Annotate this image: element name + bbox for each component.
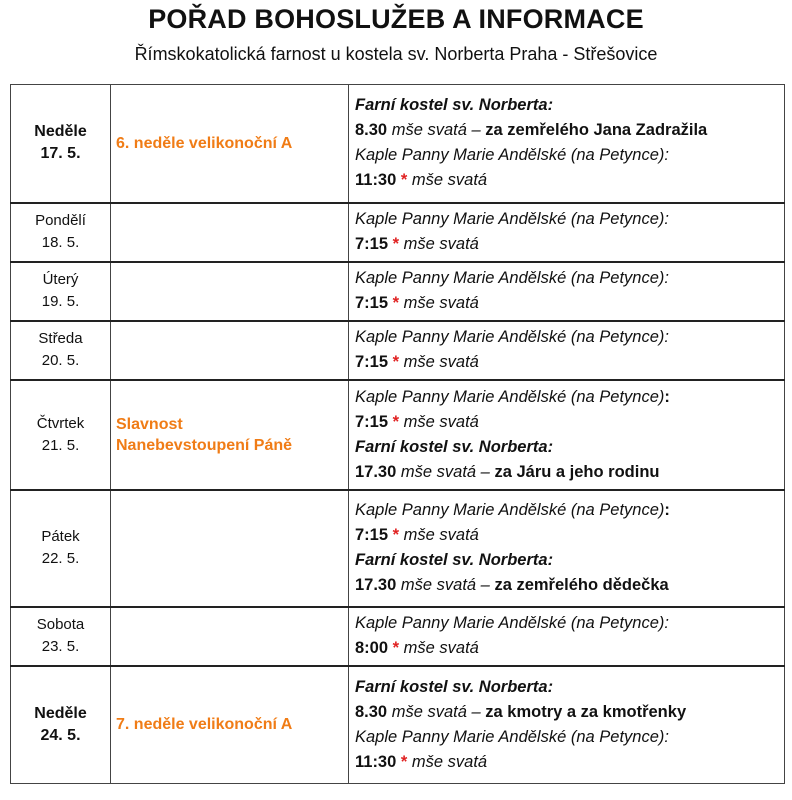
day-date: 18. 5. bbox=[41, 234, 80, 251]
mass-time: 7:15 bbox=[355, 294, 389, 312]
star-marker: * bbox=[392, 294, 400, 312]
day-date: 22. 5. bbox=[41, 550, 80, 567]
day-name: Čtvrtek bbox=[36, 414, 85, 432]
table-row bbox=[11, 380, 785, 490]
star-marker: * bbox=[400, 752, 408, 771]
mass-time: 8.30 bbox=[355, 702, 388, 721]
colon: : bbox=[664, 387, 670, 406]
mass-label: mše svatá bbox=[403, 639, 479, 657]
occasion-text: Nanebevstoupení Páně bbox=[116, 436, 293, 454]
service-cell bbox=[349, 203, 785, 262]
day-name: Pondělí bbox=[35, 212, 86, 229]
mass-intention: za zemřelého Jana Zadražila bbox=[485, 121, 708, 140]
day-cell bbox=[11, 607, 111, 666]
table-row bbox=[11, 490, 785, 607]
table-row bbox=[11, 666, 785, 784]
day-date: 20. 5. bbox=[41, 352, 80, 369]
day-cell bbox=[11, 85, 111, 203]
mass-intention: za kmotry a za kmotřenky bbox=[485, 702, 687, 721]
day-date: 19. 5. bbox=[41, 293, 80, 310]
occasion-cell bbox=[111, 380, 349, 490]
occasion-cell bbox=[111, 607, 349, 666]
mass-time: 7:15 bbox=[355, 412, 389, 431]
mass-label: mše svatá bbox=[403, 526, 479, 544]
page-title: POŘAD BOHOSLUŽEB A INFORMACE bbox=[148, 4, 644, 34]
mass-label: mše svatá bbox=[403, 235, 479, 253]
mass-label: mše svatá bbox=[411, 171, 488, 190]
mass-time: 11:30 bbox=[355, 752, 397, 771]
day-name: Pátek bbox=[41, 528, 80, 545]
chapel-label: Kaple Panny Marie Andělské (na Petynce): bbox=[355, 210, 669, 228]
table-row bbox=[11, 321, 785, 380]
star-marker: * bbox=[400, 171, 408, 190]
service-cell bbox=[349, 607, 785, 666]
mass-time: 7:15 bbox=[355, 235, 389, 253]
day-name: Sobota bbox=[36, 616, 85, 633]
occasion-cell bbox=[111, 203, 349, 262]
service-cell bbox=[349, 262, 785, 321]
parish-church-label: Farní kostel sv. Norberta: bbox=[355, 677, 554, 696]
day-cell bbox=[11, 262, 111, 321]
day-cell bbox=[11, 380, 111, 490]
mass-label: mše svatá bbox=[403, 353, 479, 371]
star-marker: * bbox=[392, 412, 400, 431]
parish-church-label: Farní kostel sv. Norberta: bbox=[355, 437, 554, 456]
mass-time: 17.30 bbox=[355, 462, 397, 481]
occasion-cell bbox=[111, 85, 349, 203]
mass-label: mše svatá – bbox=[391, 702, 481, 721]
chapel-label: Kaple Panny Marie Andělské (na Petynce) bbox=[355, 501, 665, 519]
mass-label: mše svatá bbox=[403, 412, 479, 431]
mass-time: 17.30 bbox=[355, 576, 397, 594]
occasion-cell bbox=[111, 490, 349, 607]
page-subtitle: Římskokatolická farnost u kostela sv. Norberta Praha - Střešovice bbox=[134, 44, 658, 64]
day-cell bbox=[11, 666, 111, 784]
day-date: 23. 5. bbox=[41, 638, 80, 655]
chapel-label: Kaple Panny Marie Andělské (na Petynce): bbox=[355, 269, 669, 287]
day-name: Úterý bbox=[42, 271, 79, 288]
colon: : bbox=[664, 501, 670, 519]
day-name: Neděle bbox=[34, 704, 87, 722]
day-date: 21. 5. bbox=[41, 436, 80, 454]
mass-label: mše svatá – bbox=[391, 121, 481, 140]
table-row bbox=[11, 203, 785, 262]
chapel-label: Kaple Panny Marie Andělské (na Petynce): bbox=[355, 146, 669, 165]
mass-time: 8.30 bbox=[355, 121, 388, 140]
chapel-label: Kaple Panny Marie Andělské (na Petynce) bbox=[355, 387, 665, 406]
occasion-cell bbox=[111, 666, 349, 784]
chapel-label: Kaple Panny Marie Andělské (na Petynce): bbox=[355, 727, 669, 746]
mass-label: mše svatá bbox=[411, 752, 488, 771]
mass-label: mše svatá – bbox=[400, 462, 490, 481]
occasion-cell bbox=[111, 262, 349, 321]
day-name: Neděle bbox=[34, 123, 87, 141]
service-cell bbox=[349, 85, 785, 203]
table-row bbox=[11, 607, 785, 666]
mass-intention: za zemřelého dědečka bbox=[494, 576, 669, 594]
mass-time: 8:00 bbox=[355, 639, 389, 657]
star-marker: * bbox=[392, 526, 400, 544]
day-cell bbox=[11, 490, 111, 607]
star-marker: * bbox=[392, 235, 400, 253]
chapel-label: Kaple Panny Marie Andělské (na Petynce): bbox=[355, 614, 669, 632]
chapel-label: Kaple Panny Marie Andělské (na Petynce): bbox=[355, 328, 669, 346]
schedule-table bbox=[10, 84, 785, 784]
star-marker: * bbox=[392, 353, 400, 371]
parish-church-label: Farní kostel sv. Norberta: bbox=[355, 96, 554, 115]
mass-time: 7:15 bbox=[355, 353, 389, 371]
day-name: Středa bbox=[38, 330, 83, 347]
service-cell bbox=[349, 666, 785, 784]
occasion-text: Slavnost bbox=[116, 415, 183, 433]
table-row bbox=[11, 85, 785, 203]
mass-intention: za Járu a jeho rodinu bbox=[494, 462, 660, 481]
parish-church-label: Farní kostel sv. Norberta: bbox=[355, 551, 554, 569]
mass-time: 7:15 bbox=[355, 526, 389, 544]
day-cell bbox=[11, 203, 111, 262]
star-marker: * bbox=[392, 639, 400, 657]
mass-label: mše svatá – bbox=[400, 576, 490, 594]
occasion-text: 7. neděle velikonoční A bbox=[116, 716, 293, 734]
table-row bbox=[11, 262, 785, 321]
day-date: 17. 5. bbox=[40, 145, 81, 163]
mass-label: mše svatá bbox=[403, 294, 479, 312]
occasion-cell bbox=[111, 321, 349, 380]
service-cell bbox=[349, 490, 785, 607]
service-cell bbox=[349, 321, 785, 380]
occasion-text: 6. neděle velikonoční A bbox=[116, 134, 293, 152]
mass-time: 11:30 bbox=[355, 171, 397, 190]
day-date: 24. 5. bbox=[40, 726, 81, 744]
day-cell bbox=[11, 321, 111, 380]
service-cell bbox=[349, 380, 785, 490]
